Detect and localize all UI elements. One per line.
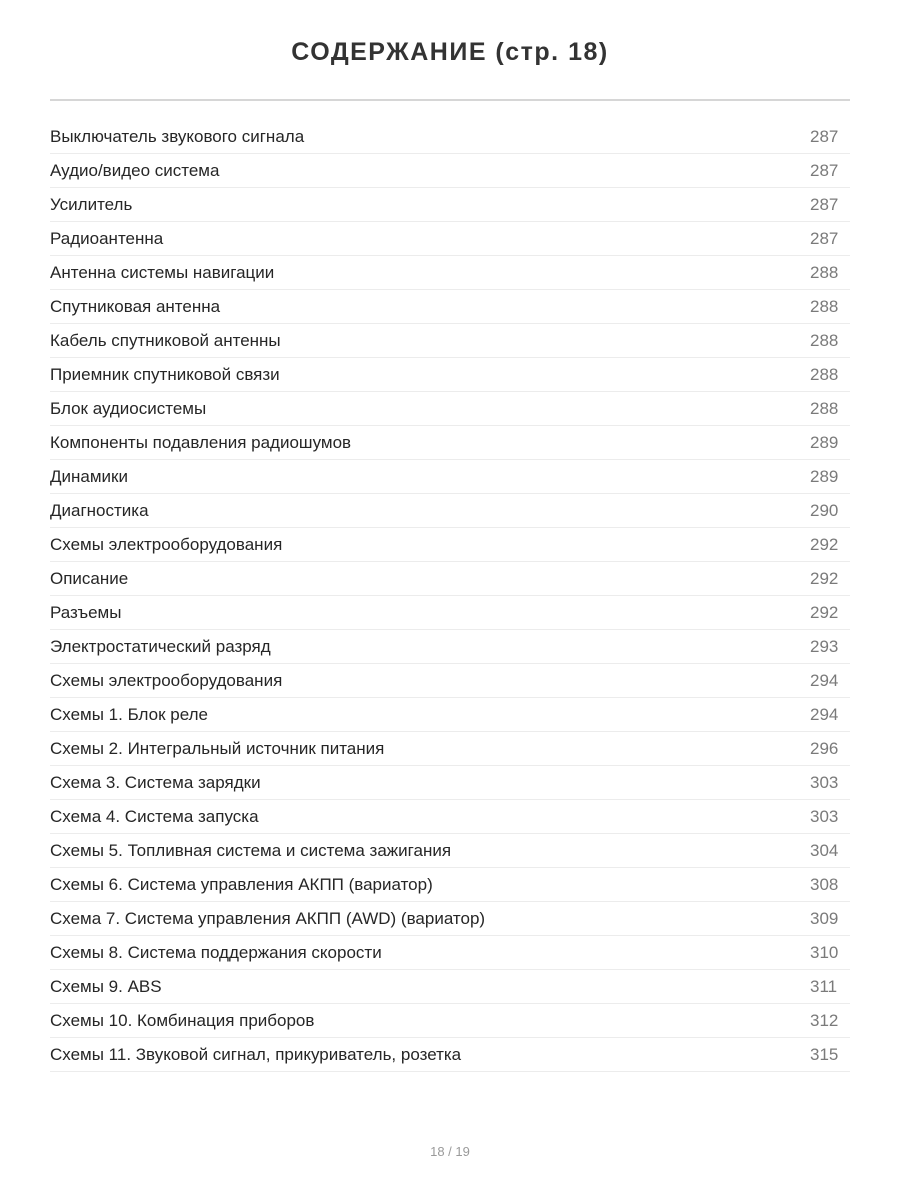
toc-entry-page-number: 287 — [810, 229, 839, 248]
toc-entry-label: Схема 4. Система запуска — [50, 807, 259, 826]
toc-entry-label: Усилитель — [50, 195, 133, 214]
toc-entry-page-number: 287 — [810, 161, 839, 180]
toc-entry-label: Схемы 10. Комбинация приборов — [50, 1011, 315, 1030]
toc-entry-page-number: 288 — [810, 263, 839, 282]
toc-entry-label: Схемы 5. Топливная система и система зажигания — [50, 841, 452, 860]
toc-entry-page-number: 294 — [810, 705, 839, 724]
toc-entry[interactable] — [50, 392, 850, 426]
table-of-contents — [50, 120, 850, 1072]
toc-entry-label: Схемы 11. Звуковой сигнал, прикуриватель, розетка — [50, 1045, 462, 1064]
toc-entry-page-number: 287 — [810, 127, 839, 146]
toc-entry-page-number: 289 — [810, 433, 839, 452]
toc-entry[interactable] — [50, 528, 850, 562]
toc-entry[interactable] — [50, 494, 850, 528]
toc-entry-label: Блок аудиосистемы — [50, 399, 207, 418]
toc-entry[interactable] — [50, 120, 850, 154]
toc-entry[interactable] — [50, 732, 850, 766]
toc-entry[interactable] — [50, 664, 850, 698]
toc-entry[interactable] — [50, 426, 850, 460]
toc-entry[interactable] — [50, 324, 850, 358]
toc-entry-label: Описание — [50, 569, 129, 588]
page-title: СОДЕРЖАНИЕ (стр. 18) — [291, 38, 609, 66]
toc-entry[interactable] — [50, 596, 850, 630]
toc-entry-page-number: 288 — [810, 365, 839, 384]
toc-entry[interactable] — [50, 970, 850, 1004]
toc-entry[interactable] — [50, 460, 850, 494]
toc-entry-label: Компоненты подавления радиошумов — [50, 433, 352, 452]
toc-entry-page-number: 311 — [810, 977, 838, 996]
toc-entry-label: Схемы 2. Интегральный источник питания — [50, 739, 385, 758]
toc-entry-label: Схемы 6. Система управления АКПП (вариатор) — [50, 875, 433, 894]
toc-entry-page-number: 293 — [810, 637, 839, 656]
toc-entry-label: Электростатический разряд — [50, 637, 271, 656]
toc-entry-page-number: 304 — [810, 841, 839, 860]
toc-entry-page-number: 288 — [810, 399, 839, 418]
toc-entry-page-number: 290 — [810, 501, 839, 520]
toc-entry-page-number: 288 — [810, 297, 839, 316]
toc-entry[interactable] — [50, 358, 850, 392]
toc-entry-label: Кабель спутниковой антенны — [50, 331, 281, 350]
toc-entry-page-number: 312 — [810, 1011, 839, 1030]
toc-entry-page-number: 296 — [810, 739, 839, 758]
toc-entry-page-number: 292 — [810, 535, 839, 554]
toc-entry-label: Схемы электрооборудования — [50, 671, 283, 690]
toc-entry[interactable] — [50, 222, 850, 256]
toc-entry[interactable] — [50, 902, 850, 936]
toc-entry[interactable] — [50, 562, 850, 596]
toc-entry-page-number: 308 — [810, 875, 839, 894]
toc-entry-label: Схемы 9. ABS — [50, 977, 162, 996]
toc-entry-label: Диагностика — [50, 501, 149, 520]
toc-entry-label: Схемы 1. Блок реле — [50, 705, 208, 724]
toc-entry-page-number: 287 — [810, 195, 839, 214]
toc-entry[interactable] — [50, 834, 850, 868]
toc-entry-page-number: 315 — [810, 1045, 839, 1064]
toc-entry-label: Схемы электрооборудования — [50, 535, 283, 554]
toc-entry-page-number: 309 — [810, 909, 839, 928]
toc-entry-label: Антенна системы навигации — [50, 263, 275, 282]
toc-entry-label: Приемник спутниковой связи — [50, 365, 280, 384]
toc-entry[interactable] — [50, 290, 850, 324]
toc-entry-label: Радиоантенна — [50, 229, 164, 248]
toc-entry[interactable] — [50, 154, 850, 188]
toc-entry[interactable] — [50, 1004, 850, 1038]
toc-entry-page-number: 294 — [810, 671, 839, 690]
toc-entry[interactable] — [50, 800, 850, 834]
toc-entry-page-number: 292 — [810, 569, 839, 588]
toc-entry[interactable] — [50, 766, 850, 800]
toc-entry[interactable] — [50, 868, 850, 902]
toc-entry[interactable] — [50, 698, 850, 732]
toc-entry[interactable] — [50, 188, 850, 222]
toc-entry-page-number: 292 — [810, 603, 839, 622]
title-divider — [50, 99, 850, 101]
toc-entry[interactable] — [50, 256, 850, 290]
toc-entry-label: Аудио/видео система — [50, 161, 220, 180]
toc-entry-page-number: 288 — [810, 331, 839, 350]
toc-entry[interactable] — [50, 1038, 850, 1072]
toc-entry[interactable] — [50, 630, 850, 664]
toc-entry-label: Схема 7. Система управления АКПП (AWD) (вариатор) — [50, 909, 486, 928]
toc-entry-label: Выключатель звукового сигнала — [50, 127, 305, 146]
toc-entry-label: Динамики — [50, 467, 128, 486]
toc-entry-page-number: 303 — [810, 773, 839, 792]
toc-entry-label: Схемы 8. Система поддержания скорости — [50, 943, 382, 962]
toc-entry-page-number: 303 — [810, 807, 839, 826]
toc-entry-label: Спутниковая антенна — [50, 297, 221, 316]
toc-entry-page-number: 289 — [810, 467, 839, 486]
toc-entry-page-number: 310 — [810, 943, 839, 962]
toc-entry-label: Разъемы — [50, 603, 122, 622]
toc-entry-label: Схема 3. Система зарядки — [50, 773, 261, 792]
toc-entry[interactable] — [50, 936, 850, 970]
page-indicator: 18 / 19 — [430, 1144, 470, 1159]
